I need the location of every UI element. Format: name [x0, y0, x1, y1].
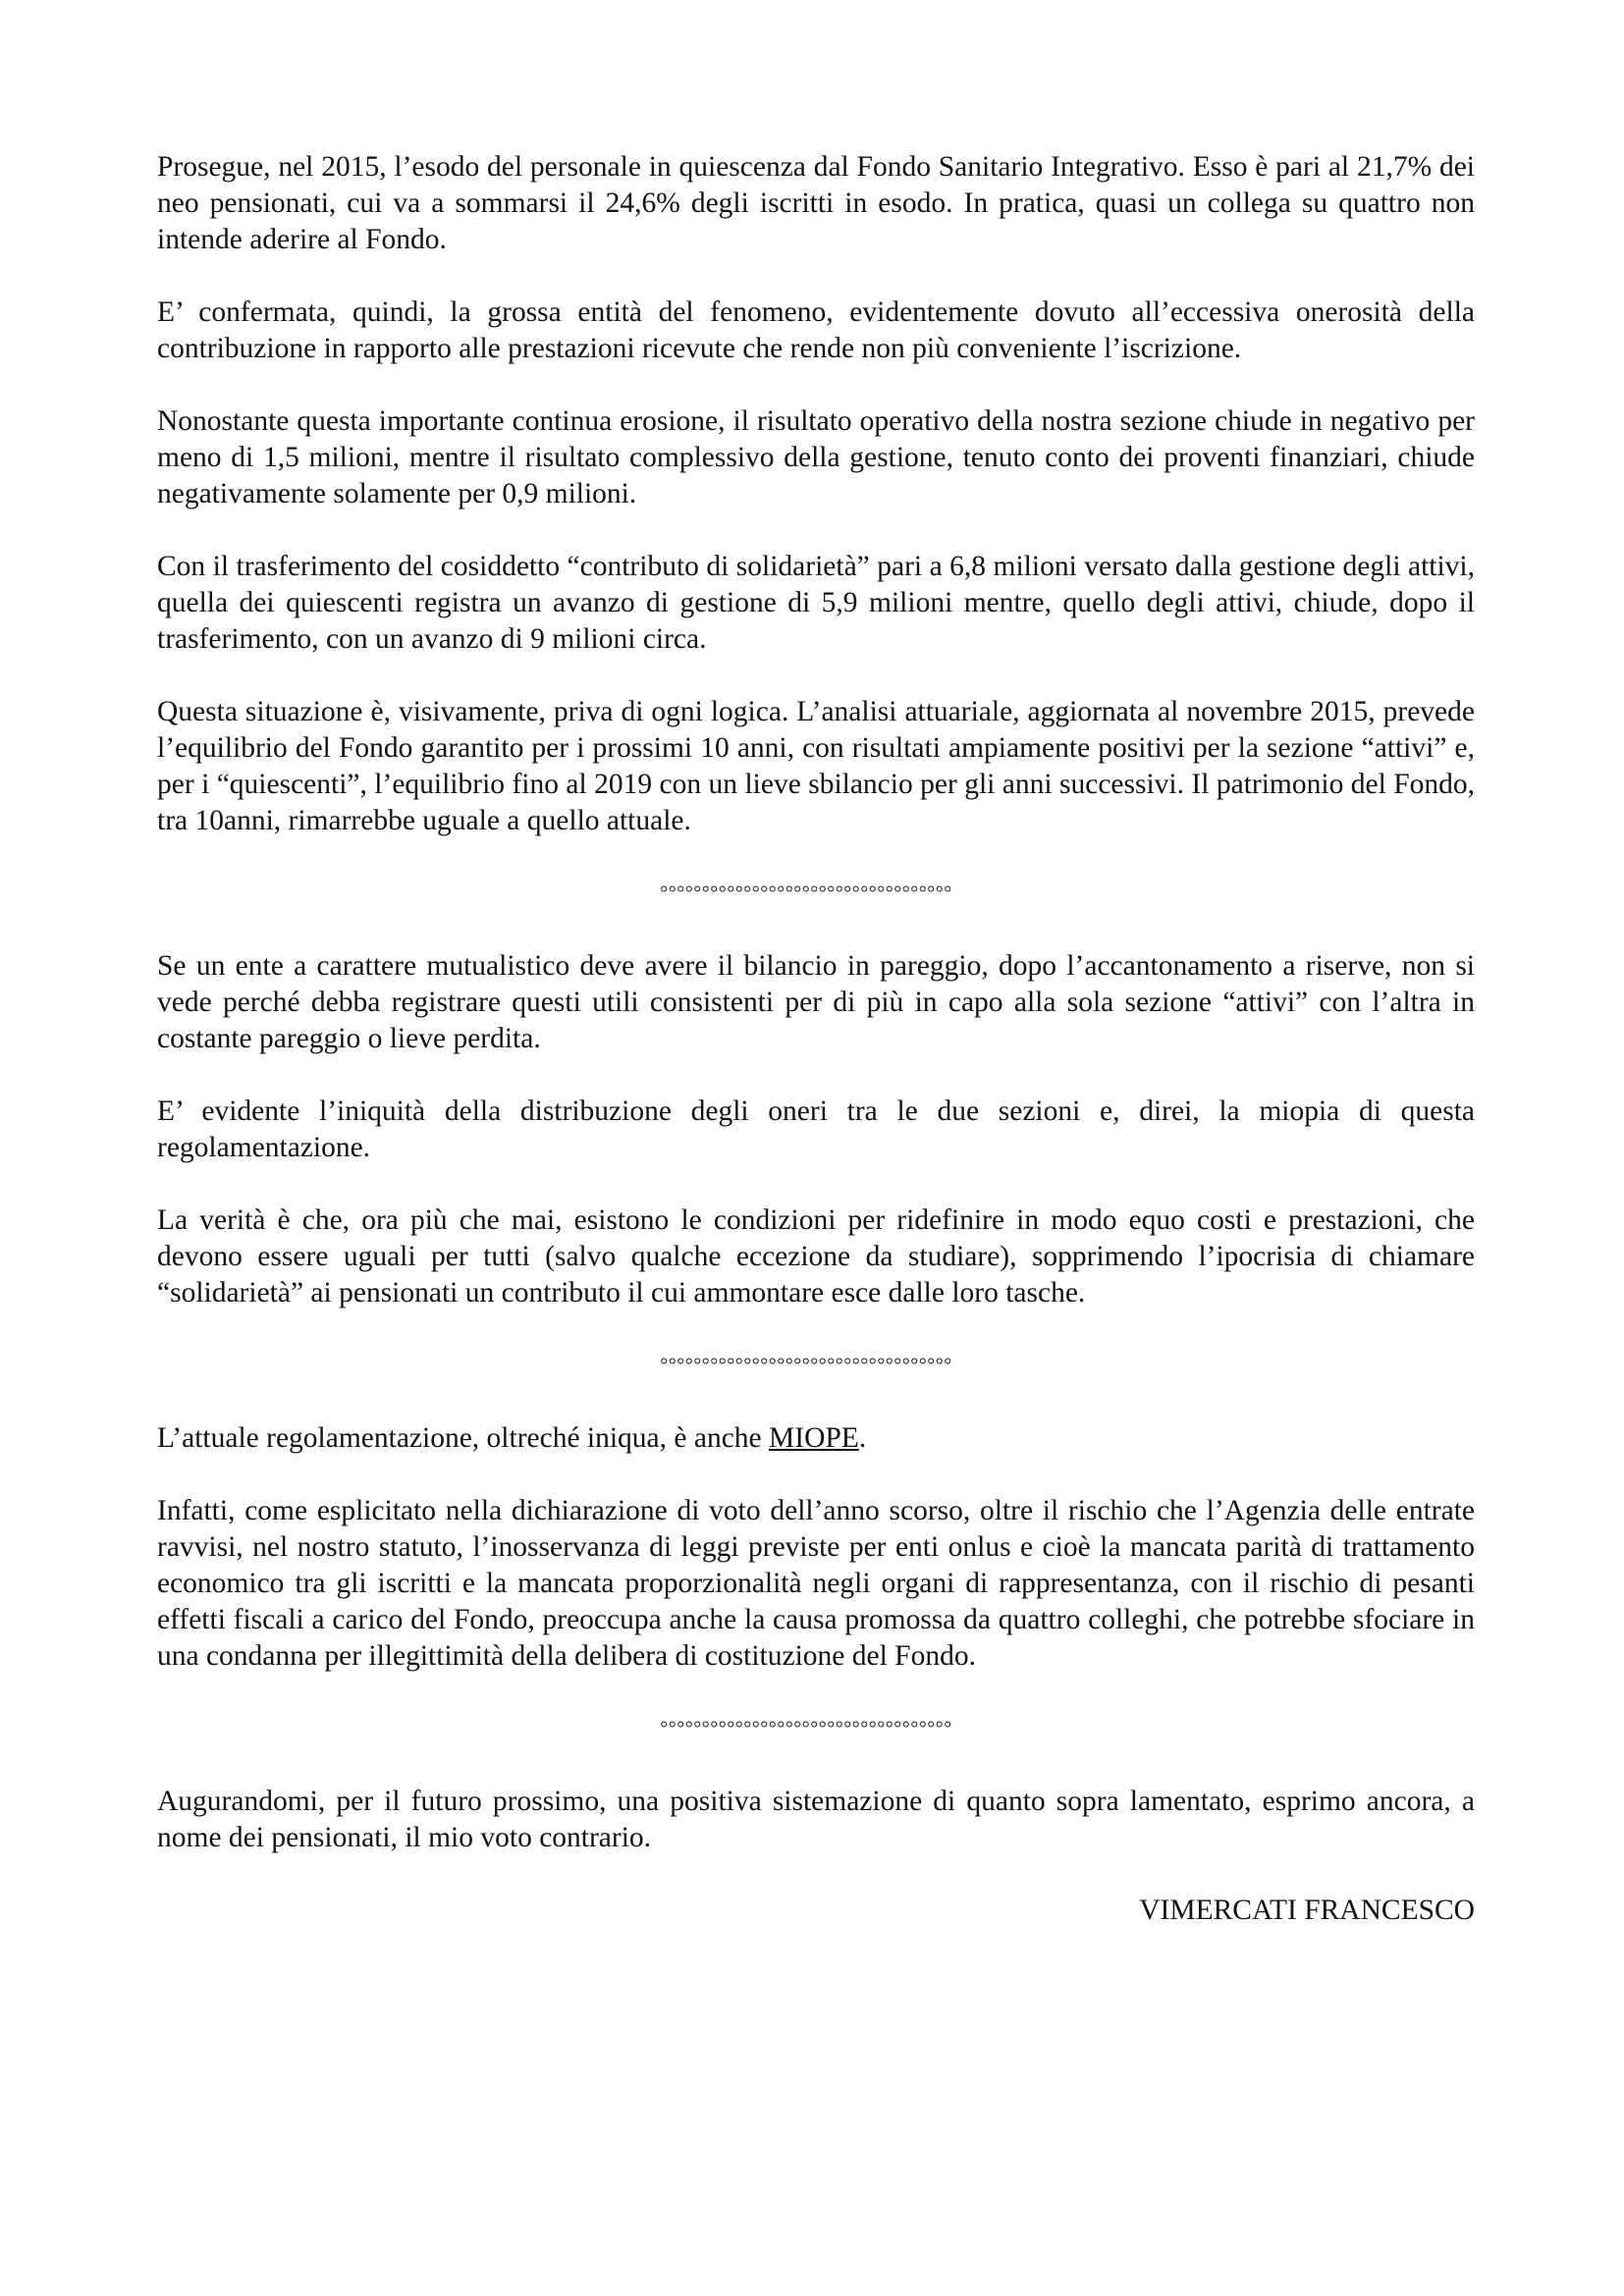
paragraph-confermata: E’ confermata, quindi, la grossa entità del fenomeno, evidentemente dovuto all’eccessiva onerosità della contribuzione in rapporto alle prestazioni ricevute che rende non più conveniente l’iscrizione. [157, 296, 1475, 364]
paragraph-miope [157, 1420, 1475, 1457]
section-separator: °°°°°°°°°°°°°°°°°°°°°°°°°°°°°°°°°°° [660, 1355, 952, 1376]
section-separator: °°°°°°°°°°°°°°°°°°°°°°°°°°°°°°°°°°° [660, 882, 952, 904]
paragraph-situazione: Questa situazione è, visivamente, priva di ogni logica. L’analisi attuariale, aggiornata al novembre 2015, prevede l’equilibrio del Fondo garantito per i prossimi 10 anni, con risultati ampiamente positivi per la sezione “attivi” e, per i “quiescenti”, l’equilibrio fino al 2019 con un lieve sbilancio per gli anni successivi. Il patrimonio del Fondo, tra 10anni, rimarrebbe uguale a quello attuale. [157, 696, 1475, 836]
signature: VIMERCATI FRANCESCO [1139, 1895, 1475, 1926]
miope-text-before: L’attuale regolamentazione, oltreché iniqua, è anche [157, 1422, 770, 1454]
paragraph-ente-mutualistico: Se un ente a carattere mutualistico deve avere il bilancio in pareggio, dopo l’accantonamento a riserve, non si vede perché debba registrare questi utili consistenti per di più in capo alla sola sezione “attivi” con l’altra in costante pareggio o lieve perdita. [157, 950, 1475, 1054]
paragraph-infatti: Infatti, come esplicitato nella dichiarazione di voto dell’anno scorso, oltre il rischio che l’Agenzia delle entrate ravvisi, nel nostro statuto, l’inosservanza di leggi previste per enti onlus e cioè la mancata parità di trattamento economico tra gli iscritti e la mancata proporzionalità negli organi di rappresentanza, con il rischio di pesanti effetti fiscali a carico del Fondo, preoccupa anche la causa promossa da quattro colleghi, che potrebbe sfociare in una condanna per illegittimità della delibera di costituzione del Fondo. [157, 1495, 1475, 1672]
paragraph-closing: Augurandomi, per il futuro prossimo, una positiva sistemazione di quanto sopra lamentato, esprimo ancora, a nome dei pensionati, il mio voto contrario. [157, 1786, 1475, 1853]
paragraph-trasferimento: Con il trasferimento del cosiddetto “contributo di solidarietà” pari a 6,8 milioni versato dalla gestione degli attivi, quella dei quiescenti registra un avanzo di gestione di 5,9 milioni mentre, quello degli attivi, chiude, dopo il trasferimento, con un avanzo di 9 milioni circa. [157, 551, 1475, 655]
document-body [157, 149, 1475, 1929]
paragraph-erosione: Nonostante questa importante continua erosione, il risultato operativo della nostra sezione chiude in negativo per meno di 1,5 milioni, mentre il risultato complessivo della gestione, tenuto conto dei proventi finanziari, chiude negativamente solamente per 0,9 milioni. [157, 405, 1475, 509]
paragraph-iniquita: E’ evidente l’iniquità della distribuzione degli oneri tra le due sezioni e, direi, la miopia di questa regolamentazione. [157, 1095, 1475, 1163]
section-separator: °°°°°°°°°°°°°°°°°°°°°°°°°°°°°°°°°°° [660, 1718, 952, 1739]
paragraph-esodo: Prosegue, nel 2015, l’esodo del personale in quiescenza dal Fondo Sanitario Integrativo. Esso è pari al 21,7% dei neo pensionati, cui va a sommarsi il 24,6% degli iscritti in esodo. In pratica, quasi un collega su quattro non intende aderire al Fondo. [157, 151, 1475, 255]
paragraph-verita: La verità è che, ora più che mai, esistono le condizioni per ridefinire in modo equo costi e prestazioni, che devono essere uguali per tutti (salvo qualche eccezione da studiare), sopprimendo l’ipocrisia di chiamare “solidarietà” ai pensionati un contributo il cui ammontare esce dalle loro tasche. [157, 1204, 1475, 1308]
miope-underlined: MIOPE [769, 1422, 859, 1454]
miope-text-after: . [858, 1422, 867, 1454]
